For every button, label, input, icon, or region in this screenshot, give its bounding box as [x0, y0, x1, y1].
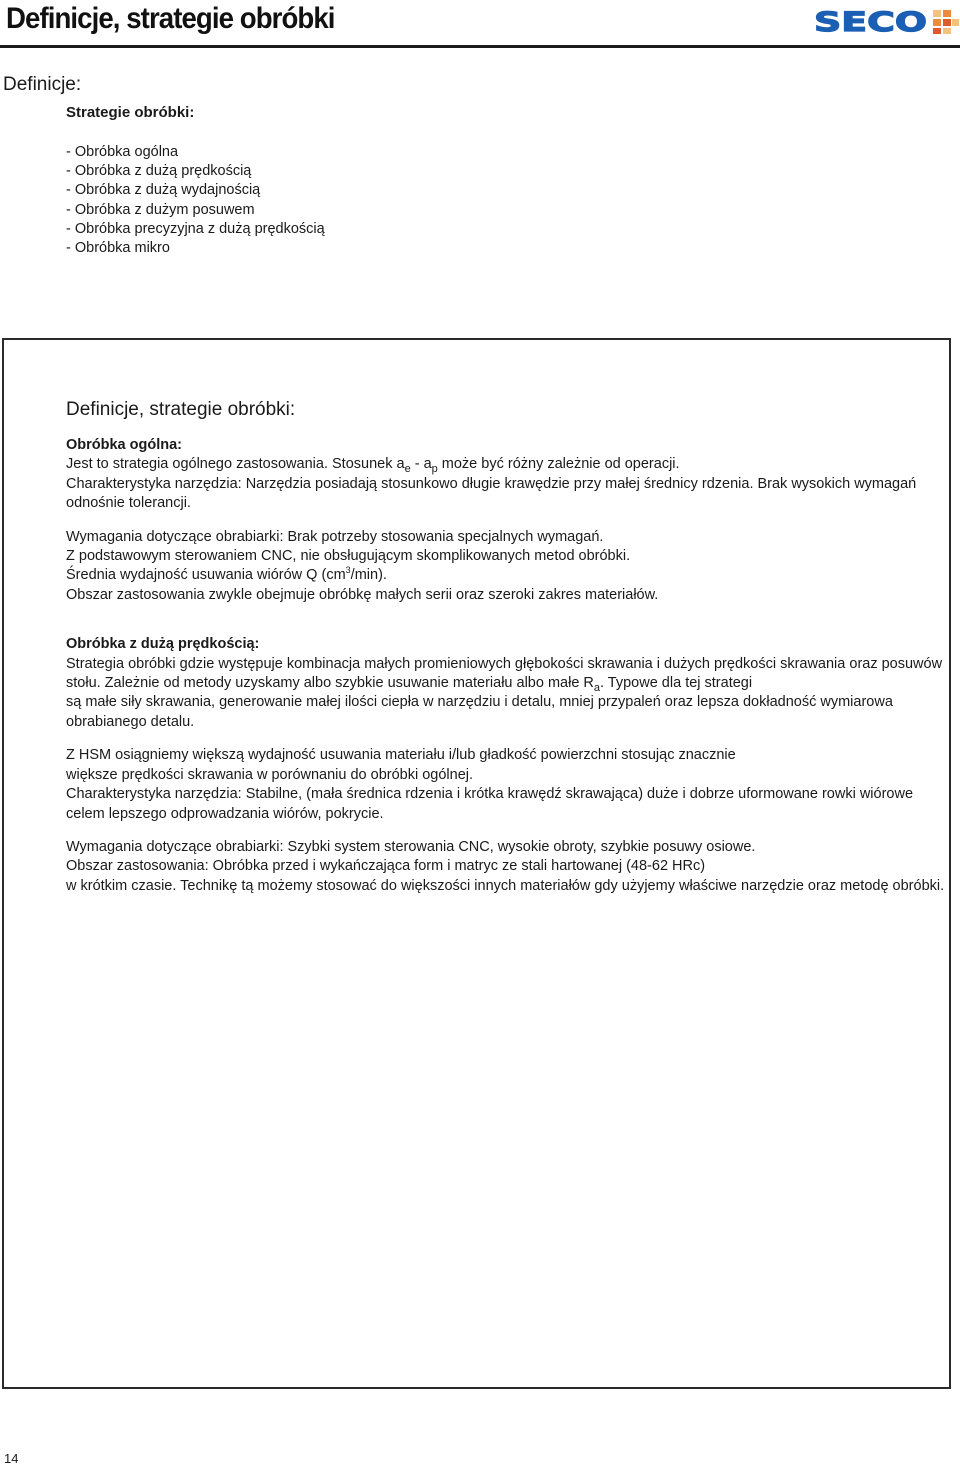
strategy-list	[66, 143, 325, 258]
hsm-heading: Obróbka z dużą prędkością:	[66, 636, 260, 653]
list-item: - Obróbka ogólna	[66, 144, 179, 160]
box-title: Definicje, strategie obróbki:	[66, 399, 296, 420]
list-item: - Obróbka mikro	[66, 239, 170, 256]
list-item: - Obróbka z dużym posuwem	[66, 201, 255, 218]
general-tool-text: Charakterystyka narzędzia: Narzędzia posiadają stosunkowo długie krawędzie przy małej średnicy rdzenia. Brak wysokich wymagań odnośnie tolerancji.	[66, 475, 917, 512]
page-number: 14	[4, 1451, 19, 1466]
logo-square-5	[952, 19, 959, 26]
list-item: - Obróbka z dużą prędkością	[66, 163, 252, 180]
hsm-machine-text: Wymagania dotyczące obrabiarki: Szybki system sterowania CNC, wysokie obroty, szybkie posuwy osiowe.	[66, 838, 756, 855]
header-rule	[0, 45, 960, 48]
list-item: - Obróbka z dużą wydajnością	[66, 182, 261, 199]
hsm-tool-text: Charakterystyka narzędzia: Stabilne, (mała średnica rdzenia i krótka krawędź skrawająca) duże i dobrze uformowane rowki wiórowe celem lepszego odprowadzania wiórów, pokrycie.	[66, 786, 914, 822]
general-heading: Obróbka ogólna:	[66, 437, 182, 453]
logo-square-2	[943, 10, 951, 17]
hsm-forces-text: są małe siły skrawania, generowanie małej ilości ciepła w narzędziu i detalu, mniej przypaleń oraz lepsza dokładność wymiarowa obrabianego detalu.	[66, 694, 893, 730]
hsm-area-text: Obszar zastosowania: Obróbka przed i wykańczająca form i matryc ze stali hartowanej (48-62 HRc)	[66, 858, 706, 875]
seco-logo-text: SECO	[814, 7, 927, 35]
logo-square-6	[933, 28, 941, 34]
strategies-subtitle: Strategie obróbki:	[66, 104, 195, 121]
logo-square-3	[933, 19, 941, 26]
general-area-text: Obszar zastosowania zwykle obejmuje obróbkę małych serii oraz szeroki zakres materiałów.	[66, 586, 659, 603]
logo-square-7	[943, 28, 951, 34]
general-machine-text: Wymagania dotyczące obrabiarki: Brak potrzeby stosowania specjalnych wymagań.	[66, 528, 604, 545]
hsm-speed-text: większe prędkości skrawania w porównaniu do obróbki ogólnej.	[66, 766, 474, 783]
hsm-strategy-text: Strategia obróbki gdzie występuje kombinacja małych promieniowych głębokości skrawania i dużych prędkości skrawania oraz posuwów stołu. Zależnie od metody uzyskamy albo szybkie usuwanie materiału albo małe $R_a$. Typowe dla tej strategi	[66, 655, 943, 695]
section-title: Definicje:	[3, 74, 82, 95]
general-cnc-text: Z podstawowym sterowaniem CNC, nie obsługującym skomplikowanych metod obróbki.	[66, 548, 631, 565]
definitions-content	[66, 398, 946, 896]
hsm-efficiency-text: Z HSM osiągniemy większą wydajność usuwania materiału i/lub gładkość powierzchni stosując znacznie	[66, 747, 736, 764]
logo-square-4	[943, 19, 951, 26]
seco-logo	[814, 7, 960, 35]
logo-square-1	[933, 10, 941, 17]
general-ratio-text: Jest to strategia ogólnego zastosowania. Stosunek $a_e - a_p$ może być różny zależnie od operacji.	[66, 456, 680, 476]
hsm-time-text: w krótkim czasie. Technikę tą możemy stosować do większości innych materiałów gdy użyjemy właściwe narzędzie oraz metodę obróbki.	[66, 877, 945, 894]
list-item: - Obróbka precyzyjna z dużą prędkością	[66, 220, 325, 237]
general-removal-text: Średnia wydajność usuwania wiórów Q $(cm^3/\min)$.	[66, 565, 387, 584]
page-title: Definicje, strategie obróbki	[6, 2, 335, 35]
